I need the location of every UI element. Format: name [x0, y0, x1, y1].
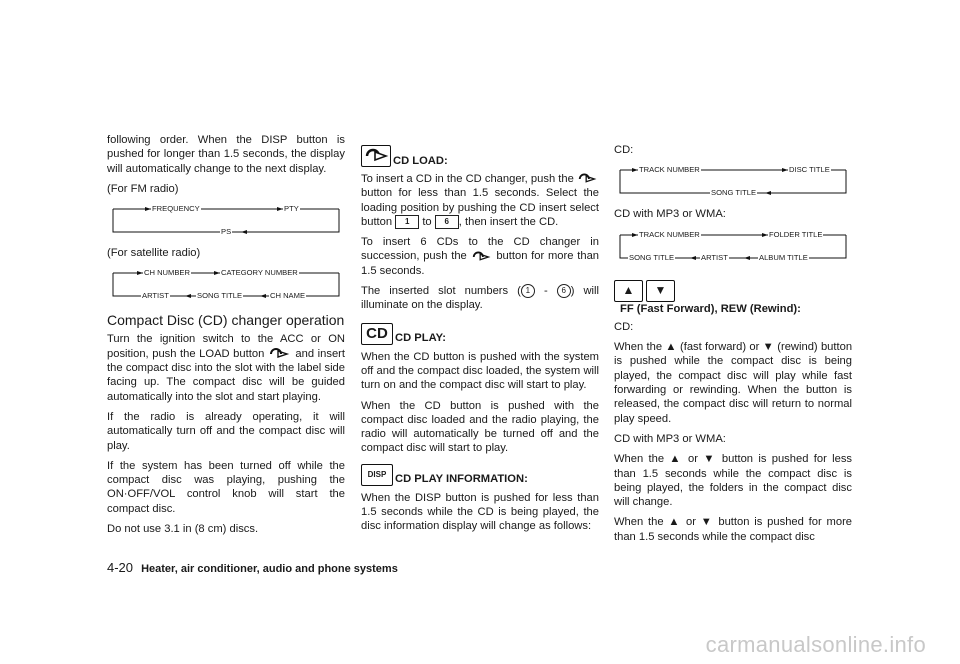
cd-play-heading — [361, 323, 599, 345]
flow-pty: PTY — [284, 204, 299, 214]
text-fragment: Turn the ignition switch to the ACC or ON position, push the LOAD button — [107, 333, 345, 360]
flow-ps: PS — [221, 227, 232, 237]
text-fragment: When the — [614, 341, 663, 354]
text-fragment: or — [686, 516, 696, 529]
load-icon — [577, 172, 599, 186]
page-number: 4-20 — [107, 560, 134, 575]
text-fragment: or — [688, 453, 698, 466]
text-fragment: When the — [614, 453, 665, 466]
flow-folder-title: FOLDER TITLE — [769, 229, 823, 239]
text-fragment: button is pushed for less than 1.5 seconds while the compact disc is being played, the folders in the compact disc will change. — [614, 453, 853, 509]
text-fragment: When the — [614, 516, 664, 529]
text-fragment: , then insert the CD. — [458, 215, 559, 228]
cd-info-heading — [361, 464, 599, 486]
mp3-display-flow — [614, 228, 852, 266]
cd-icon: CD — [361, 323, 393, 345]
ff-rew-title: FF (Fast Forward), REW (Rewind): — [620, 302, 801, 315]
fast-forward-icon: ▲ — [668, 516, 682, 529]
mp3-ff-label: CD with MP3 or WMA: — [614, 432, 726, 445]
paragraph-cd-succession — [361, 235, 599, 278]
paragraph-disc-size: Do not use 3.1 in (8 cm) discs. — [107, 523, 259, 536]
ff-rew-heading — [614, 280, 852, 315]
text-fragment: button for less than 1.5 seconds. Select the loading position by pushing the CD insert select button — [361, 187, 599, 228]
text-fragment: To insert a CD in the CD changer, push the — [361, 173, 574, 185]
slot-button-1: 1 — [395, 215, 419, 229]
text-fragment: The inserted slot numbers ( — [361, 285, 521, 298]
text-fragment: (rewind) button is pushed while the compact disc is being played, the compact disc will play while fast forwarding or rewinding. When the button is released, the compact disc will return to normal play speed. — [614, 341, 853, 425]
page-footer — [107, 560, 398, 575]
cd-load-heading — [361, 145, 599, 167]
flow-track-number: TRACK NUMBER — [639, 165, 700, 175]
load-icon — [471, 250, 493, 264]
cd-load-title: CD LOAD: — [393, 154, 448, 167]
paragraph-cd-play-1: When the CD button is pushed with the system off and the compact disc loaded, the system will turn on and the compact disc will start to play. — [361, 350, 599, 392]
rewind-icon: ▼ — [700, 516, 714, 529]
paragraph-order: following order. When the DISP button is pushed for longer than 1.5 seconds, the display will automatically change to the next display. — [107, 134, 345, 175]
cd-display-flow — [614, 163, 852, 201]
rewind-icon: ▼ — [646, 280, 675, 302]
flow-frequency: FREQUENCY — [152, 204, 200, 214]
text-fragment: To insert 6 CDs to the CD changer in succession, push the — [361, 236, 599, 263]
slot-number-6: 6 — [557, 284, 571, 298]
text-fragment: button for more than 1.5 seconds. — [361, 250, 600, 277]
rewind-icon: ▼ — [703, 453, 717, 466]
watermark: carmanualsonline.info — [705, 632, 926, 657]
fm-display-flow — [107, 202, 345, 240]
paragraph-slot-numbers — [361, 284, 599, 313]
text-fragment: and insert the compact disc into the slot with the label side facing up. The compact disc will be guided automatically into the slot and start playing. — [107, 347, 346, 403]
paragraph-radio-off: If the radio is already operating, it will automatically turn off and the compact disc will play. — [107, 410, 345, 452]
satellite-display-flow — [107, 266, 345, 304]
paragraph-system-off: If the system has been turned off while the compact disc was playing, pushing the ON·OFF/VOL control knob will start the compact disc. — [107, 459, 345, 515]
slot-number-1: 1 — [521, 284, 535, 298]
column-left — [107, 133, 345, 542]
text-fragment: to — [422, 215, 432, 228]
paragraph-cd-load — [361, 172, 599, 229]
load-icon — [361, 145, 391, 167]
flow-category-number: CATEGORY NUMBER — [221, 268, 298, 278]
disp-icon: DISP — [361, 464, 393, 486]
cd-info-title: CD PLAY INFORMATION: — [395, 473, 528, 486]
flow-song-title: SONG TITLE — [197, 291, 243, 301]
fast-forward-icon: ▲ — [669, 453, 683, 466]
mp3-flow-label: CD with MP3 or WMA: — [614, 208, 726, 221]
slot-button-6: 6 — [435, 215, 459, 229]
fm-radio-label: (For FM radio) — [107, 182, 179, 195]
text-fragment: - — [543, 285, 548, 298]
column-right — [614, 143, 852, 550]
paragraph-load — [107, 332, 345, 403]
cd-ff-label: CD: — [614, 320, 634, 333]
rewind-icon: ▼ — [762, 341, 774, 354]
satellite-radio-label: (For satellite radio) — [107, 247, 201, 260]
flow-disc-title: DISC TITLE — [789, 165, 830, 175]
flow-artist: ARTIST — [701, 252, 728, 262]
column-middle — [361, 143, 599, 540]
flow-ch-name: CH NAME — [270, 291, 306, 301]
section-title: Heater, air conditioner, audio and phone systems — [141, 563, 398, 575]
paragraph-long-press — [614, 515, 852, 544]
flow-song-title: SONG TITLE — [711, 188, 757, 198]
load-icon — [268, 347, 292, 361]
paragraph-ff-rew — [614, 340, 852, 426]
flow-artist: ARTIST — [142, 291, 169, 301]
paragraph-cd-play-2: When the CD button is pushed with the compact disc loaded and the radio playing, the radio will automatically be turned off and the compact disc will start to play. — [361, 399, 599, 455]
paragraph-folder-change — [614, 452, 852, 509]
flow-track-number: TRACK NUMBER — [639, 229, 700, 239]
cd-play-title: CD PLAY: — [395, 332, 446, 345]
section-heading: Compact Disc (CD) changer operation — [107, 312, 345, 329]
text-fragment: ) will illuminate on the display. — [361, 285, 600, 312]
fast-forward-icon: ▲ — [665, 341, 677, 354]
text-fragment: (fast forward) or — [680, 341, 760, 354]
fast-forward-icon: ▲ — [614, 280, 643, 302]
cd-flow-label: CD: — [614, 144, 634, 156]
paragraph-cd-info: When the DISP button is pushed for less than 1.5 seconds while the CD is being played, the disc information display will change as follows: — [361, 491, 599, 533]
flow-album-title: ALBUM TITLE — [759, 252, 808, 262]
flow-song-title: SONG TITLE — [629, 252, 675, 262]
flow-ch-number: CH NUMBER — [144, 268, 190, 278]
text-fragment: button is pushed for more than 1.5 seconds while the compact disc — [614, 516, 853, 543]
